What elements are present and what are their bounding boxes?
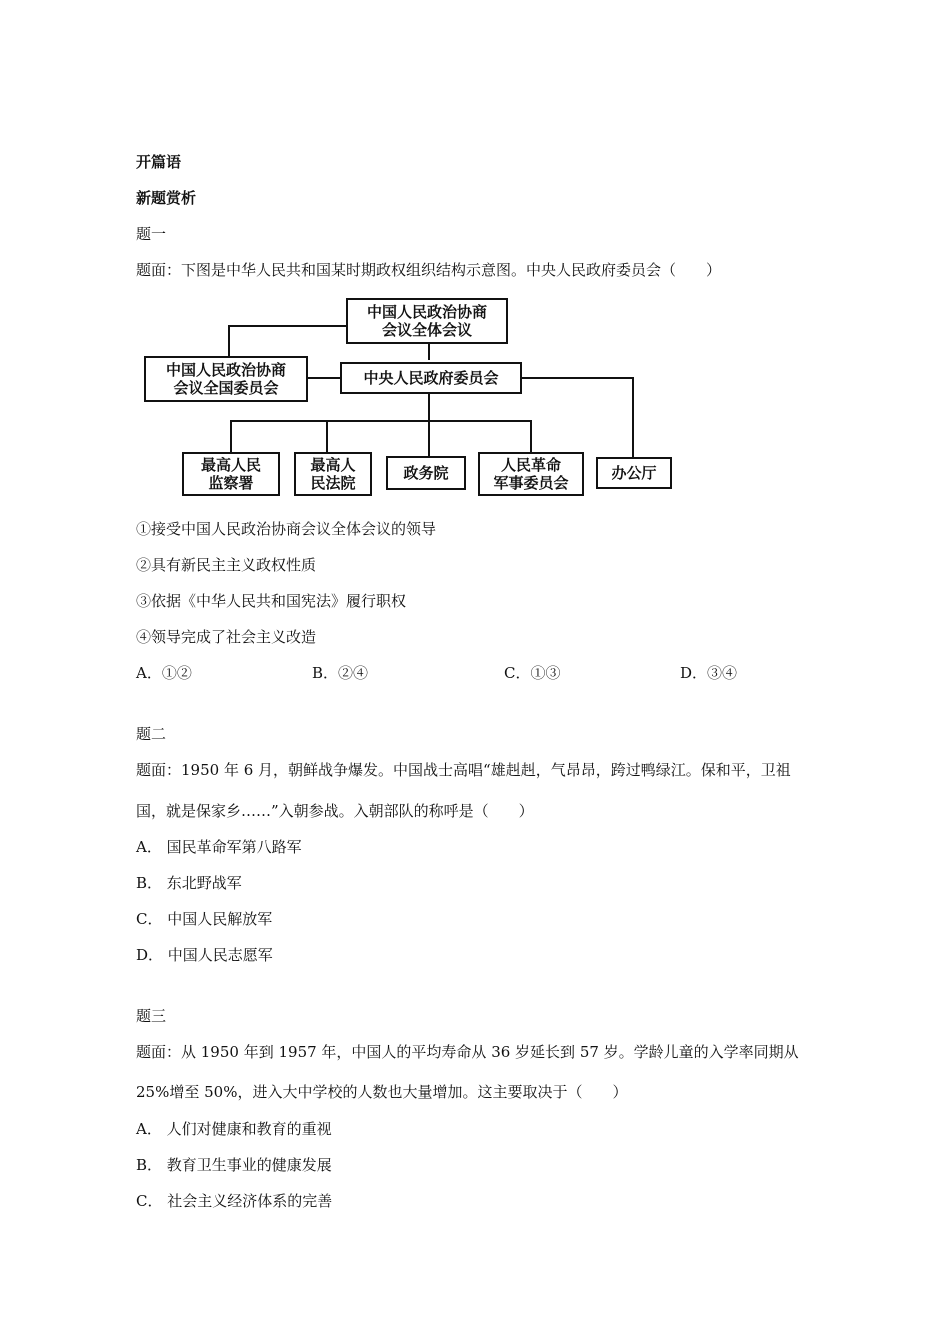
cppcc-national-committee-box [144, 356, 308, 402]
q1-statement: ①接受中国人民政治协商会议全体会议的领导 [136, 520, 437, 538]
q3-stem-line2: 25%增至 50%，进入大中学校的人数也大量增加。这主要取决于（ ） [136, 1083, 628, 1101]
q2-stem-line1: 题面：1950 年 6 月，朝鲜战争爆发。中国战士高唱“雄赳赳，气昂昂，跨过鸭绿江。保和平，卫祖 [136, 761, 791, 779]
government-administration-council-box [386, 456, 466, 490]
connector-line [428, 420, 430, 456]
q1-option-a: A．①② [136, 664, 192, 682]
connector-line [428, 394, 430, 422]
box-text: 民法院 [310, 474, 356, 492]
box-text: 办公厅 [611, 464, 657, 482]
connector-line [530, 420, 532, 452]
box-text: 军事委员会 [493, 474, 569, 492]
q3-option-b: B． 教育卫生事业的健康发展 [136, 1156, 332, 1174]
central-government-council-box [340, 362, 522, 394]
box-text: 中央人民政府委员会 [363, 369, 499, 387]
box-text: 最高人 [310, 456, 356, 474]
connector-line [428, 342, 430, 360]
org-structure-diagram [140, 294, 680, 500]
section-heading: 新题赏析 [136, 189, 197, 207]
q1-label: 题一 [136, 225, 167, 243]
q1-option-b: B．②④ [312, 664, 369, 682]
opening-heading: 开篇语 [136, 153, 182, 171]
supreme-court-box [294, 452, 372, 496]
q1-stem: 题面：下图是中华人民共和国某时期政权组织结构示意图。中央人民政府委员会（ ） [136, 261, 722, 279]
connector-line [632, 377, 634, 457]
box-text: 会议全国委员会 [173, 379, 279, 397]
box-text: 人民革命 [500, 456, 561, 474]
connector-line [228, 325, 346, 327]
q3-option-c: C． 社会主义经济体系的完善 [136, 1192, 333, 1210]
box-text: 政务院 [403, 464, 449, 482]
box-text: 中国人民政治协商 [165, 361, 286, 379]
q3-stem-line1: 题面：从 1950 年到 1957 年，中国人的平均寿命从 36 岁延长到 57 岁。学龄儿童的入学率同期从 [136, 1043, 799, 1061]
connector-line [230, 420, 232, 452]
q2-option-c: C． 中国人民解放军 [136, 910, 273, 928]
q2-option-d: D． 中国人民志愿军 [136, 946, 273, 964]
q2-option-b: B． 东北野战军 [136, 874, 242, 892]
military-commission-box [478, 452, 584, 496]
connector-line [520, 377, 634, 379]
q3-label: 题三 [136, 1007, 167, 1025]
supreme-procuratorate-box [182, 452, 280, 496]
cppcc-plenary-box [346, 298, 508, 344]
connector-line [230, 420, 532, 422]
q3-option-a: A． 人们对健康和教育的重视 [136, 1120, 332, 1138]
q1-statement: ②具有新民主主义政权性质 [136, 556, 317, 574]
connector-line [308, 377, 340, 379]
box-text: 中国人民政治协商 [366, 303, 487, 321]
q1-statement: ④领导完成了社会主义改造 [136, 628, 317, 646]
general-office-box [596, 457, 672, 489]
box-text: 会议全体会议 [381, 321, 472, 339]
q1-option-c: C．①③ [504, 664, 561, 682]
q2-option-a: A． 国民革命军第八路军 [136, 838, 302, 856]
box-text: 最高人民 [200, 456, 261, 474]
connector-line [326, 420, 328, 452]
q1-option-d: D．③④ [680, 664, 738, 682]
q1-statement: ③依据《中华人民共和国宪法》履行职权 [136, 592, 407, 610]
box-text: 监察署 [208, 474, 254, 492]
q2-label: 题二 [136, 725, 167, 743]
q2-stem-line2: 国，就是保家乡……”入朝参战。入朝部队的称呼是（ ） [136, 802, 534, 820]
